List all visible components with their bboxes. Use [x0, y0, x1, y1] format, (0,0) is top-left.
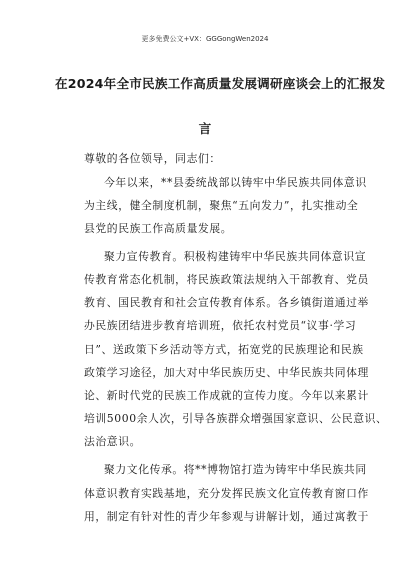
paragraph-line: 日”、送政策下乡活动等方式，拓宽党的民族理论和民族: [84, 343, 364, 356]
paragraph-line: 政策学习途径，加大对中华民族历史、中华民族共同体理: [84, 366, 369, 379]
paragraph-line: 为主线，健全制度机制，聚焦“五向发力”，扎实推动全: [84, 199, 359, 212]
paragraph-line: 培训5000余人次，引导各族群众增强国家意识、公民意识、: [84, 412, 388, 425]
paragraph-line: 论、新时代党的民族工作成就的宣传力度。今年以来累计: [84, 389, 369, 402]
paragraph-line: 聚力宣传教育。积极构建铸牢中华民族共同体意识宣: [104, 250, 367, 263]
paragraph-line: 传教育常态化机制，将民族政策法规纳入干部教育、党员: [84, 273, 369, 286]
paragraph-line: 聚力文化传承。将**博物馆打造为铸牢中华民族共同: [104, 463, 367, 476]
paragraph-line: 用，制定有针对性的青少年参观与讲解计划，通过寓教于: [84, 510, 369, 523]
paragraph-line: 县党的民族工作高质量发展。: [84, 222, 233, 235]
header-note: 更多免费公文+VX：GGGongWen2024: [141, 35, 269, 43]
paragraph-line: 今年以来，**县委统战部以铸牢中华民族共同体意识: [104, 176, 367, 189]
paragraph-line: 教育、国民教育和社会宣传教育体系。各乡镇街道通过举: [84, 296, 369, 309]
paragraph-line: 体意识教育实践基地，充分发挥民族文化宣传教育窗口作: [84, 487, 369, 500]
paragraph-line: 法治意识。: [84, 435, 141, 448]
document-title-line-1: 在2024年全市民族工作高质量发展调研座谈会上的汇报发: [55, 76, 386, 91]
document-title-line-2: 言: [198, 121, 212, 136]
paragraph-line: 办民族团结进步教育培训班，依托农村党员“议事·学习: [84, 319, 357, 332]
salutation: 尊敬的各位领导，同志们：: [84, 152, 221, 165]
